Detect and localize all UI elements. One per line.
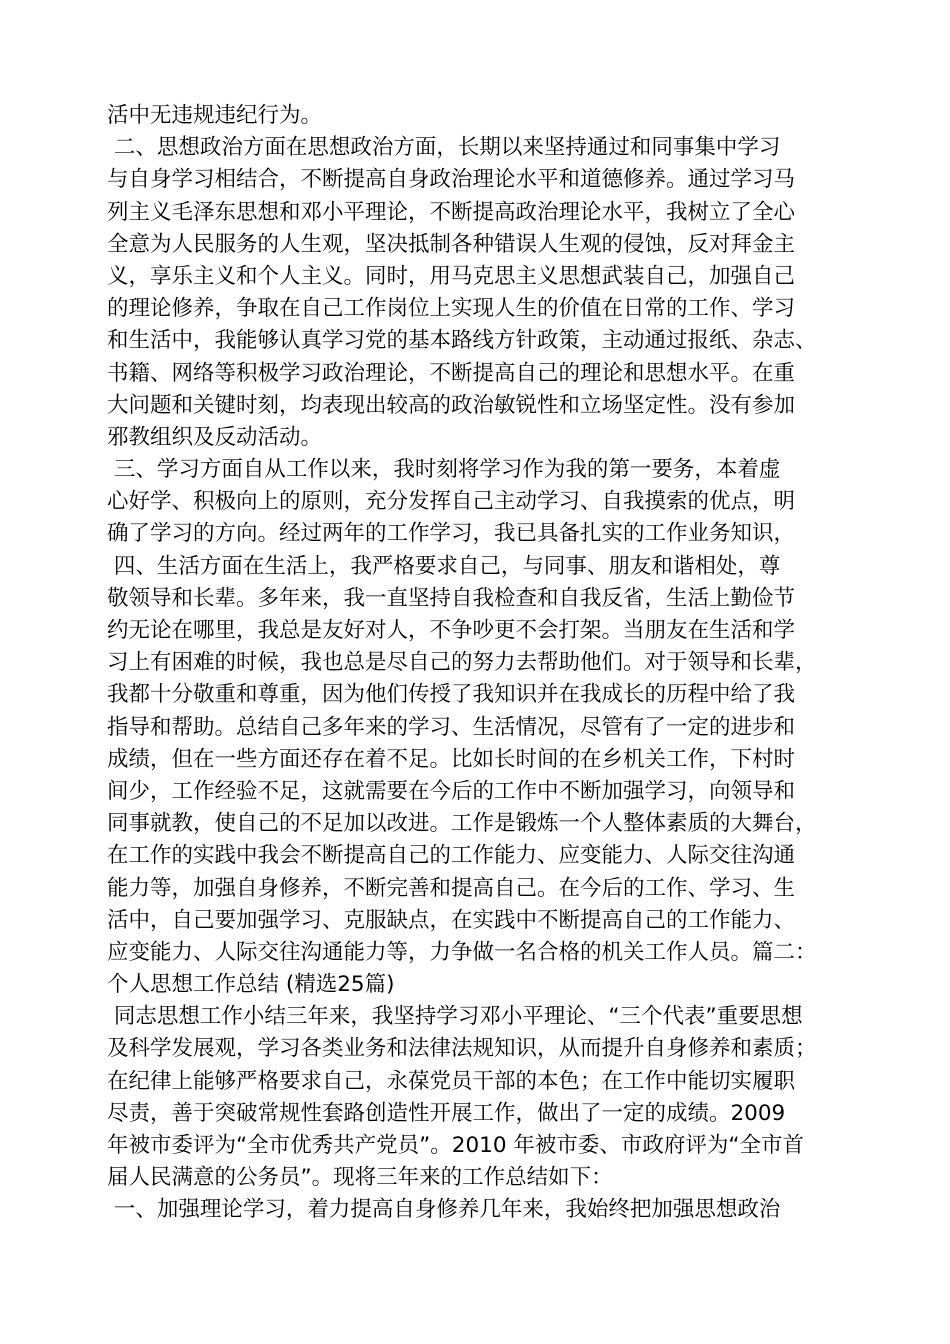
text-line: 活中无违规违纪行为。 xyxy=(107,103,323,128)
text-line: 书籍、网络等积极学习政治理论，不断提高自己的理论和思想水平。在重 xyxy=(107,360,796,386)
text-line: 习上有困难的时候，我也总是尽自己的努力去帮助他们。对于领导和长辈， xyxy=(107,650,817,676)
text-line: 大问题和关键时刻，均表现出较高的政治敏锐性和立场坚定性。没有参加 xyxy=(107,392,796,418)
text-line: 约无论在哪里，我总是友好对人，不争吵更不会打架。当朋友在生活和学 xyxy=(107,618,796,643)
text-line: 年被市委评为“全市优秀共产党员”。2010 年被市委、市政府评为“全市首 xyxy=(107,1133,804,1158)
text-line: 心好学、积极向上的原则，充分发挥自己主动学习、自我摸索的优点，明 xyxy=(107,489,796,515)
text-line: 确了学习的方向。经过两年的工作学习，我已具备扎实的工作业务知识， xyxy=(107,521,796,547)
text-line: 列主义毛泽东思想和邓小平理论，不断提高政治理论水平，我树立了全心 xyxy=(107,199,796,225)
text-line: 全意为人民服务的人生观，坚决抵制各种错误人生观的侵蚀，反对拜金主 xyxy=(107,231,796,257)
text-line: 尽责，善于突破常规性套路创造性开展工作，做出了一定的成绩。2009 xyxy=(107,1100,786,1126)
text-line: 能力等，加强自身修养，不断完善和提高自己。在今后的工作、学习、生 xyxy=(107,875,796,901)
text-line: 三、学习方面自从工作以来，我时刻将学习作为我的第一要务，本着虚 xyxy=(107,457,781,483)
text-line: 成绩，但在一些方面还存在着不足。比如长时间的在乡机关工作，下村时 xyxy=(107,746,796,772)
text-line: 同志思想工作小结三年来，我坚持学习邓小平理论、“三个代表”重要思想 xyxy=(107,1004,803,1030)
text-line: 应变能力、人际交往沟通能力等，力争做一名合格的机关工作人员。篇二： xyxy=(107,939,817,965)
text-line: 指导和帮助。总结自己多年来的学习、生活情况，尽管有了一定的进步和 xyxy=(107,714,796,740)
document-body xyxy=(107,100,867,1227)
text-line: 一、加强理论学习，着力提高自身修养几年来，我始终把加强思想政治 xyxy=(107,1197,781,1223)
text-line: 及科学发展观，学习各类业务和法律法规知识，从而提升自身修养和素质； xyxy=(107,1036,817,1062)
text-line: 四、生活方面在生活上，我严格要求自己，与同事、朋友和谐相处，尊 xyxy=(107,553,781,579)
text-line: 邪教组织及反动活动。 xyxy=(107,424,323,450)
text-line: 二、思想政治方面在思想政治方面，长期以来坚持通过和同事集中学习 xyxy=(107,135,781,161)
text-line: 在工作的实践中我会不断提高自己的工作能力、应变能力、人际交往沟通 xyxy=(107,843,796,869)
text-line: 义，享乐主义和个人主义。同时，用马克思主义思想武装自己，加强自己 xyxy=(107,263,796,289)
text-line: 我都十分敬重和尊重，因为他们传授了我知识并在我成长的历程中给了我 xyxy=(107,682,796,708)
text-line: 届人民满意的公务员”。现将三年来的工作总结如下： xyxy=(107,1165,613,1191)
text-line: 的理论修养，争取在自己工作岗位上实现人生的价值在日常的工作、学习 xyxy=(107,296,796,322)
text-line: 间少，工作经验不足，这就需要在今后的工作中不断加强学习，向领导和 xyxy=(107,778,796,804)
text-line: 个人思想工作总结 (精选25篇) xyxy=(107,972,395,998)
text-line: 与自身学习相结合，不断提高自身政治理论水平和道德修养。通过学习马 xyxy=(107,167,796,193)
text-line: 和生活中，我能够认真学习党的基本路线方针政策，主动通过报纸、杂志、 xyxy=(107,328,817,354)
text-line: 同事就教，使自己的不足加以改进。工作是锻炼一个人整体素质的大舞台， xyxy=(107,811,817,837)
text-line: 在纪律上能够严格要求自己，永葆党员干部的本色；在工作中能切实履职 xyxy=(107,1068,796,1094)
text-line: 敬领导和长辈。多年来，我一直坚持自我检查和自我反省，生活上勤俭节 xyxy=(107,585,796,611)
text-line: 活中，自己要加强学习、克服缺点，在实践中不断提高自己的工作能力、 xyxy=(107,907,796,933)
